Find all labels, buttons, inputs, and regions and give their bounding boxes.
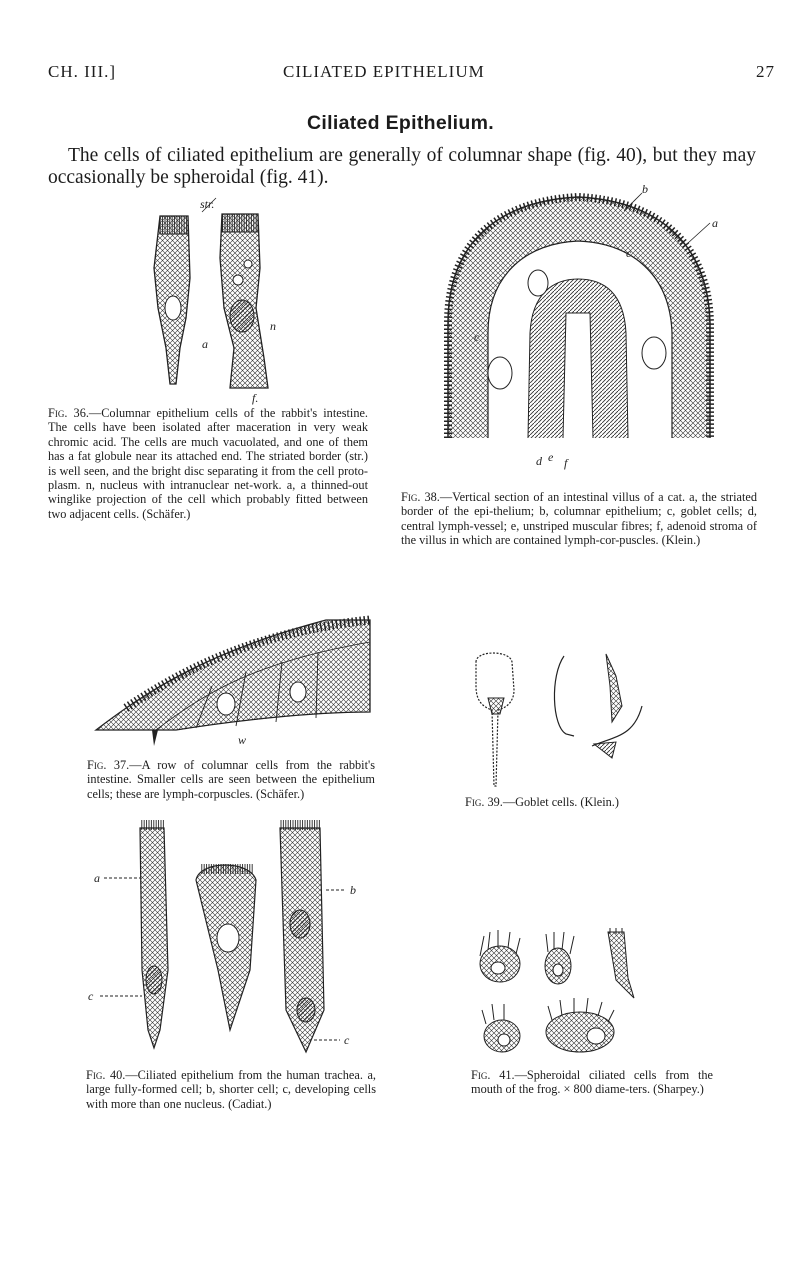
fig39-caption-lead: Fig. 39.	[465, 795, 503, 809]
fig39-caption	[465, 795, 745, 809]
fig36-caption-lead: Fig. 36.	[48, 406, 89, 420]
fig36-label-str: str.	[200, 197, 215, 211]
fig37-caption-text: —A row of columnar cells from the rabbit's intestine. Smaller cells are seen between the epithelium cells; these are lymph-corpuscles. (Schäfer.)	[87, 758, 376, 801]
fig36-label-f: f.	[252, 391, 259, 405]
fig41-caption-lead: Fig. 41.	[471, 1068, 515, 1082]
fig40-label-c2: c	[344, 1033, 350, 1047]
fig41-caption-text: —Spheroidal ciliated cells from the mouth of the frog. × 800 diame-ters. (Sharpey.)	[471, 1068, 713, 1097]
fig41-illustration	[474, 928, 674, 1058]
fig37-caption-lead: Fig. 37.	[87, 758, 130, 772]
intro-paragraph: The cells of ciliated epithelium are generally of columnar shape (fig. 40), but they may occasionally be spheroidal (fig. 41).	[48, 145, 756, 188]
fig38-label-c1: c	[626, 246, 632, 260]
section-title: Ciliated Epithelium.	[307, 112, 494, 134]
fig38-caption	[401, 490, 757, 548]
fig40-label-b: b	[350, 883, 356, 897]
fig39-caption-text: —Goblet cells. (Klein.)	[502, 795, 619, 809]
fig38-caption-text: —Vertical section of an intestinal villus of a cat. a, the striated border of the epi-thelium; b, columnar epithelium; c, goblet cells; d, central lymph-vessel; e, unstriped muscular fibres; f, adenoid stroma of the villus in which are contained lymph-cor-puscles. (Klein.)	[401, 490, 757, 548]
fig39-illustration	[466, 646, 666, 786]
fig36-caption	[48, 406, 368, 521]
fig36-caption-text: —Columnar epithelium cells of the rabbit's intestine. The cells have been isolated after maceration in very weak chromic acid. The cells are much vacuolated, and one of them has a fat globule near its attached end. The striated border (str.) is well seen, and the bright disc separating it from the cell proto-plasm. n, nucleus with intranuclear net-work. a, a thinned-out winglike projection of the cell which probably fitted between two adjacent cells. (Schäfer.)	[48, 406, 368, 521]
fig37-caption	[87, 758, 375, 801]
fig38-label-c2: c	[474, 330, 480, 344]
fig38-label-d: d	[536, 454, 542, 468]
fig38-label-a: a	[712, 216, 718, 230]
fig36-illustration	[140, 197, 300, 405]
chapter-marker: CH. III.]	[48, 62, 117, 81]
fig36-label-a: a	[202, 337, 208, 351]
fig38-caption-lead: Fig. 38.	[401, 490, 440, 504]
fig37-label-w: w	[238, 733, 247, 747]
page-number: 27	[756, 62, 775, 81]
fig40-illustration	[88, 820, 360, 1060]
fig40-label-c1: c	[88, 989, 94, 1003]
running-title: CILIATED EPITHELIUM	[283, 62, 485, 81]
fig40-caption-text: —Ciliated epithelium from the human trachea. a, large fully-formed cell; b, shorter cell; c, developing cells with more than one nucleus. (Cadiat.)	[86, 1068, 376, 1111]
fig40-label-a: a	[94, 871, 100, 885]
fig38-label-b: b	[642, 182, 648, 196]
fig38-label-e: e	[548, 450, 554, 464]
fig40-caption	[86, 1068, 376, 1111]
fig38-illustration	[418, 183, 748, 483]
fig36-label-n: n	[270, 319, 276, 333]
fig41-caption	[471, 1068, 713, 1097]
fig40-caption-lead: Fig. 40.	[86, 1068, 126, 1082]
fig37-illustration	[86, 612, 376, 752]
fig38-label-f: f	[564, 456, 568, 470]
